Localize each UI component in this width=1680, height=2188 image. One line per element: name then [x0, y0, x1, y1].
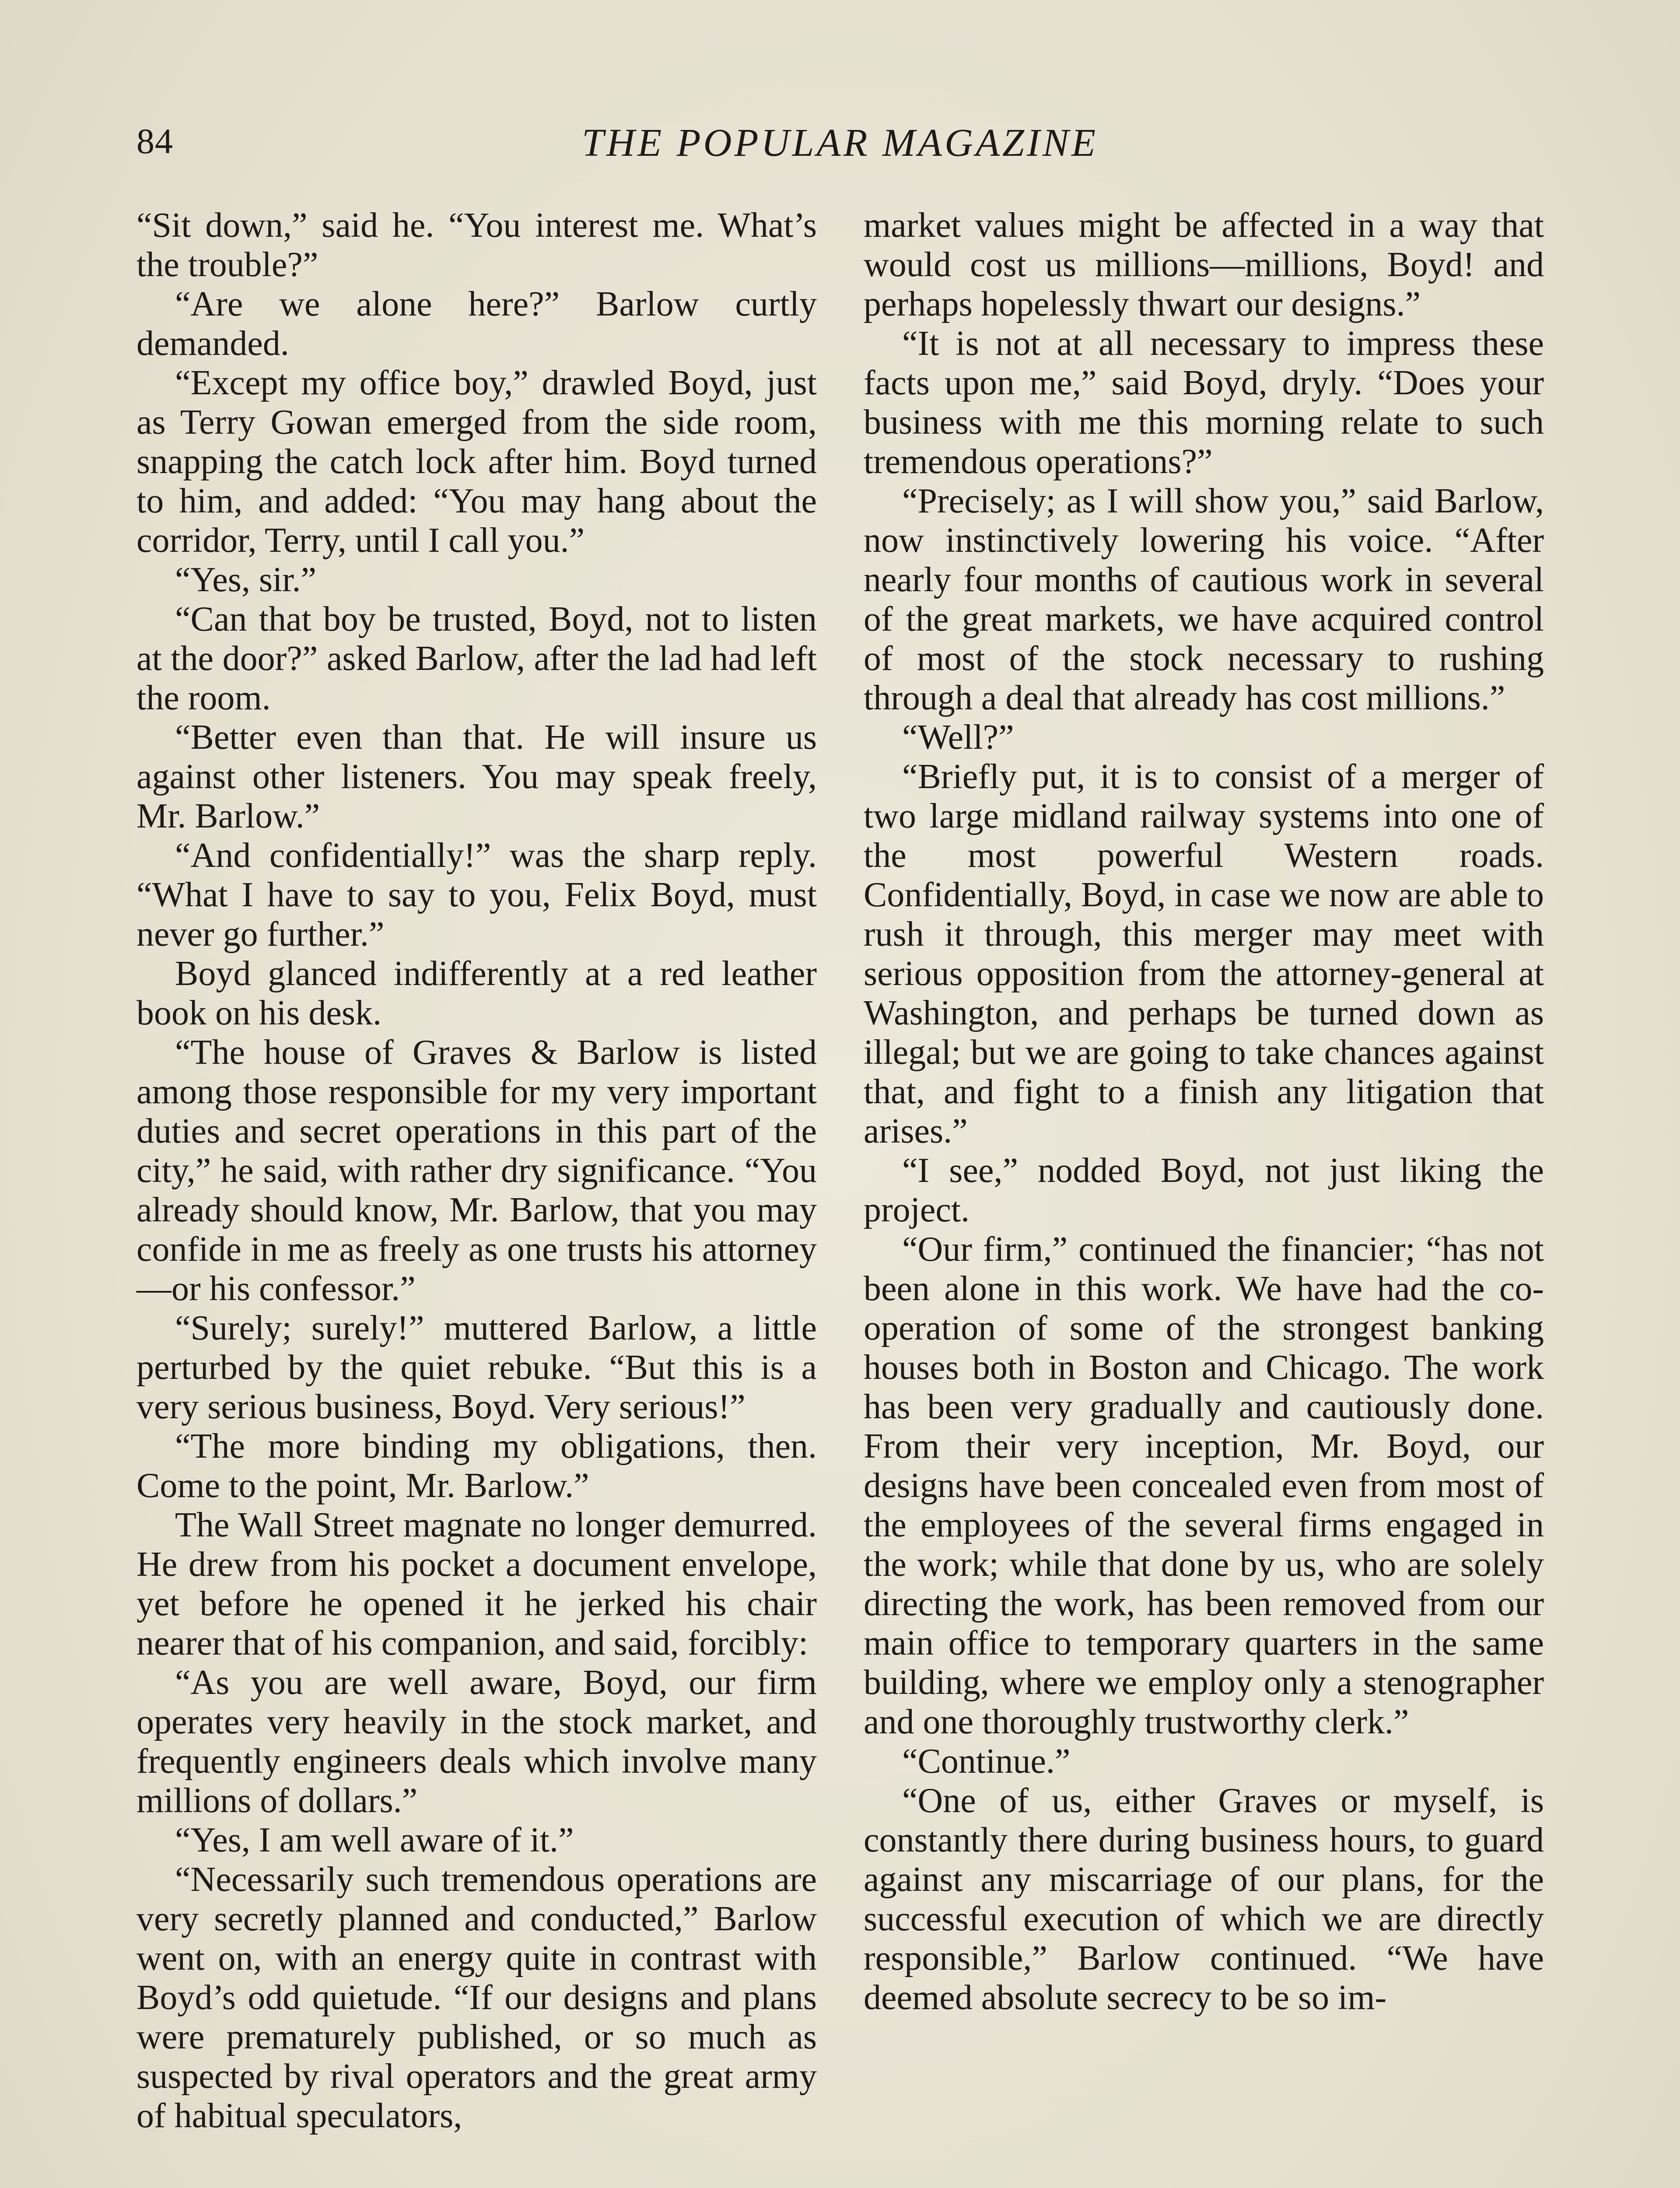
paragraph: Boyd glanced indifferently at a red leather book on his desk.	[136, 954, 817, 1032]
left-column	[136, 206, 817, 2135]
paragraph: “Yes, I am well aware of it.”	[175, 1821, 574, 1859]
paragraph: “Yes, sir.”	[175, 561, 317, 599]
paragraph: “One of us, either Graves or myself, is constantly there during business hours, to guard against any miscarriage of our plans, for the successful execution of which we are directly responsible,” Barlow continued. “We have deemed absolute secrecy to be so im-	[864, 1781, 1544, 2017]
paragraph: “Well?”	[902, 718, 1014, 757]
paragraph: “I see,” nodded Boyd, not just liking the project.	[864, 1151, 1544, 1229]
running-title: THE POPULAR MAGAZINE	[582, 121, 1098, 165]
paragraph: The Wall Street magnate no longer demurred. He drew from his pocket a document envelope, yet before he opened it he jerked his chair nearer that of his companion, and said, forcibly:	[136, 1506, 817, 1662]
paragraph: “Precisely; as I will show you,” said Barlow, now instinctively lowering his voice. “After nearly four months of cautious work in several of the great markets, we have acquired control of most of the stock necessary to rushing through a deal that already has cost millions.”	[864, 482, 1544, 717]
paragraph: “Better even than that. He will insure us against other listeners. You may speak freely, Mr. Barlow.”	[136, 718, 817, 835]
paragraph: “Our firm,” continued the financier; “has not been alone in this work. We have had the co-operation of some of the strongest banking houses both in Boston and Chicago. The work has been very gradually and cautiously done. From their very inception, Mr. Boyd, our designs have been concealed even from most of the employees of the several firms engaged in the work; while that done by us, who are solely directing the work, has been removed from our main office to temporary quarters in the same building, where we employ only a stenographer and one thoroughly trustworthy clerk.”	[864, 1230, 1544, 1741]
paragraph: “Sit down,” said he. “You interest me. What’s the trouble?”	[136, 206, 817, 284]
paragraph: “Can that boy be trusted, Boyd, not to listen at the door?” asked Barlow, after the lad had left the room.	[136, 600, 817, 717]
paragraph: “It is not at all necessary to impress these facts upon me,” said Boyd, dryly. “Does your business with me this morning relate to such tremendous operations?”	[864, 324, 1544, 481]
paragraph: “Surely; surely!” muttered Barlow, a little perturbed by the quiet rebuke. “But this is a very serious business, Boyd. Very serious!”	[136, 1309, 817, 1426]
paragraph: “Continue.”	[902, 1742, 1071, 1781]
paragraph: market values might be affected in a way that would cost us millions—millions, Boyd! and perhaps hopelessly thwart our designs.”	[864, 206, 1544, 323]
paragraph: “And confidentially!” was the sharp reply. “What I have to say to you, Felix Boyd, must never go further.”	[136, 836, 817, 954]
paragraph: “Briefly put, it is to consist of a merger of two large midland railway systems into one of the most powerful Western roads. Confidentially, Boyd, in case we now are able to rush it through, this merger may meet with serious opposition from the attorney-general at Washington, and perhaps be turned down as illegal; but we are going to take chances against that, and fight to a finish any litigation that arises.”	[864, 757, 1544, 1150]
paragraph: “Except my office boy,” drawled Boyd, just as Terry Gowan emerged from the side room, snapping the catch lock after him. Boyd turned to him, and added: “You may hang about the corridor, Terry, until I call you.”	[136, 364, 817, 560]
paragraph: “Necessarily such tremendous operations are very secretly planned and conducted,” Barlow went on, with an energy quite in contrast with Boyd’s odd quietude. “If our designs and plans were prematurely published, or so much as suspected by rival operators and the great army of habitual speculators,	[136, 1860, 817, 2135]
paragraph: “The house of Graves & Barlow is listed among those responsible for my very important duties and secret operations in this part of the city,” he said, with rather dry significance. “You already should know, Mr. Barlow, that you may confide in me as freely as one trusts his attorney—or his confessor.”	[136, 1033, 817, 1308]
page-number: 84	[136, 121, 173, 161]
paragraph: “As you are well aware, Boyd, our firm operates very heavily in the stock market, and frequently engineers deals which involve many millions of dollars.”	[136, 1663, 817, 1820]
right-column	[864, 206, 1544, 2017]
paragraph: “Are we alone here?” Barlow curtly demanded.	[136, 285, 817, 363]
paragraph: “The more binding my obligations, then. Come to the point, Mr. Barlow.”	[136, 1427, 817, 1505]
